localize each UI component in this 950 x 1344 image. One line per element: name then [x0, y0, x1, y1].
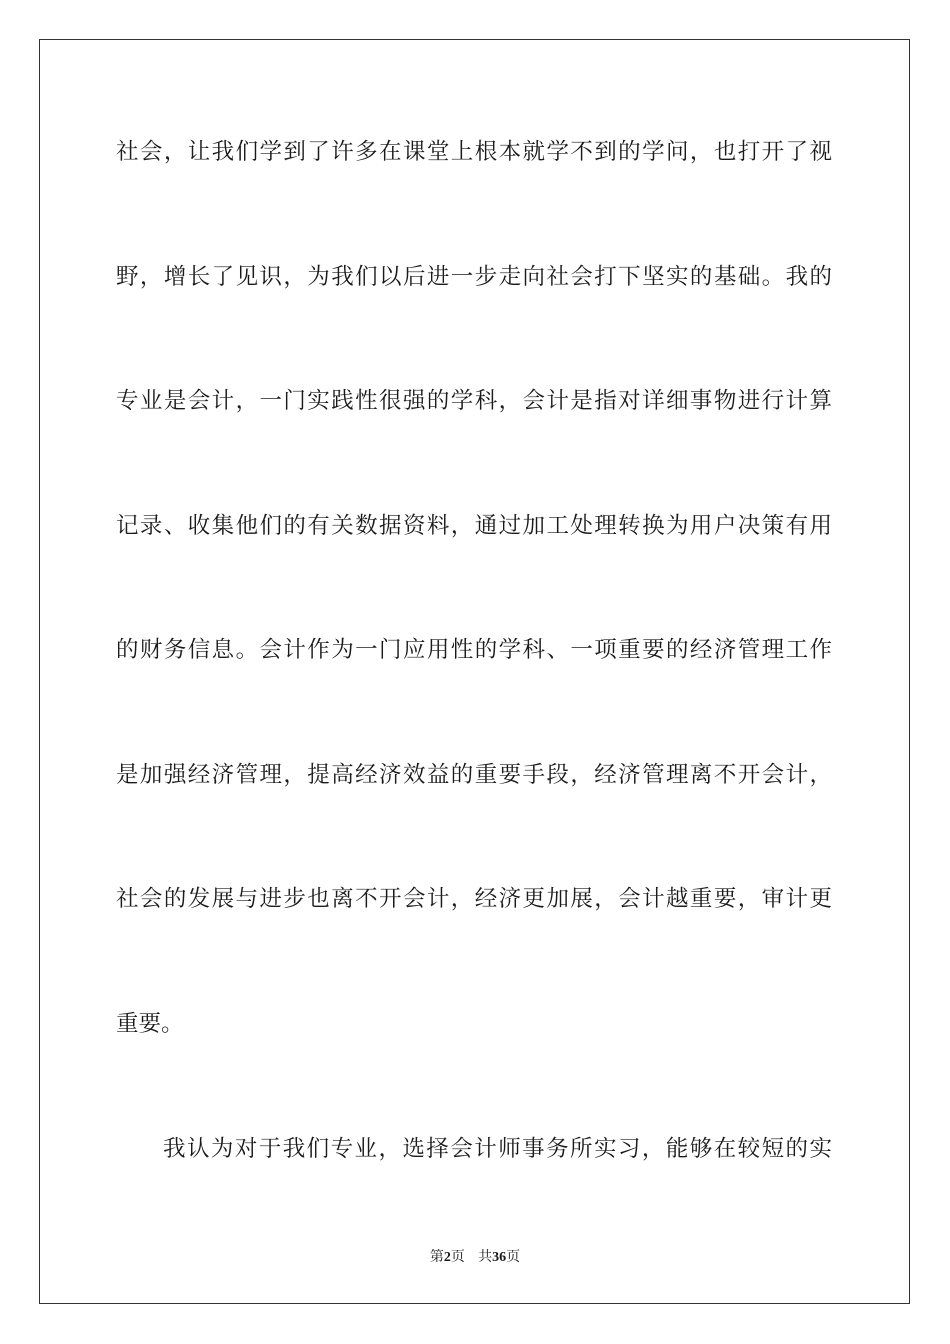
total-prefix: 共	[478, 1249, 493, 1265]
total-suffix: 页	[506, 1249, 521, 1265]
text-line: 专业是会计，一门实践性很强的学科，会计是指对详细事物进行计算	[116, 388, 832, 414]
page-number: 2	[443, 1250, 451, 1265]
text-line: 是加强经济管理，提高经济效益的重要手段，经济管理离不开会计，	[116, 762, 832, 788]
text-line: 我认为对于我们专业，选择会计师事务所实习，能够在较短的实	[163, 1136, 832, 1162]
page-footer	[0, 1248, 950, 1267]
text-line: 重要。	[116, 1011, 184, 1037]
page-border	[39, 39, 910, 1304]
page-prefix: 第	[429, 1249, 444, 1265]
text-line: 野，增长了见识，为我们以后进一步走向社会打下坚实的基础。我的	[116, 264, 832, 290]
text-line: 记录、收集他们的有关数据资料，通过加工处理转换为用户决策有用	[116, 513, 832, 539]
text-line: 社会的发展与进步也离不开会计，经济更加展，会计越重要，审计更	[116, 886, 832, 912]
text-line: 的财务信息。会计作为一门应用性的学科、一项重要的经济管理工作	[116, 637, 832, 663]
total-pages: 36	[492, 1250, 507, 1265]
text-line: 社会，让我们学到了许多在课堂上根本就学不到的学问，也打开了视	[116, 139, 832, 165]
page-suffix: 页	[450, 1249, 465, 1265]
